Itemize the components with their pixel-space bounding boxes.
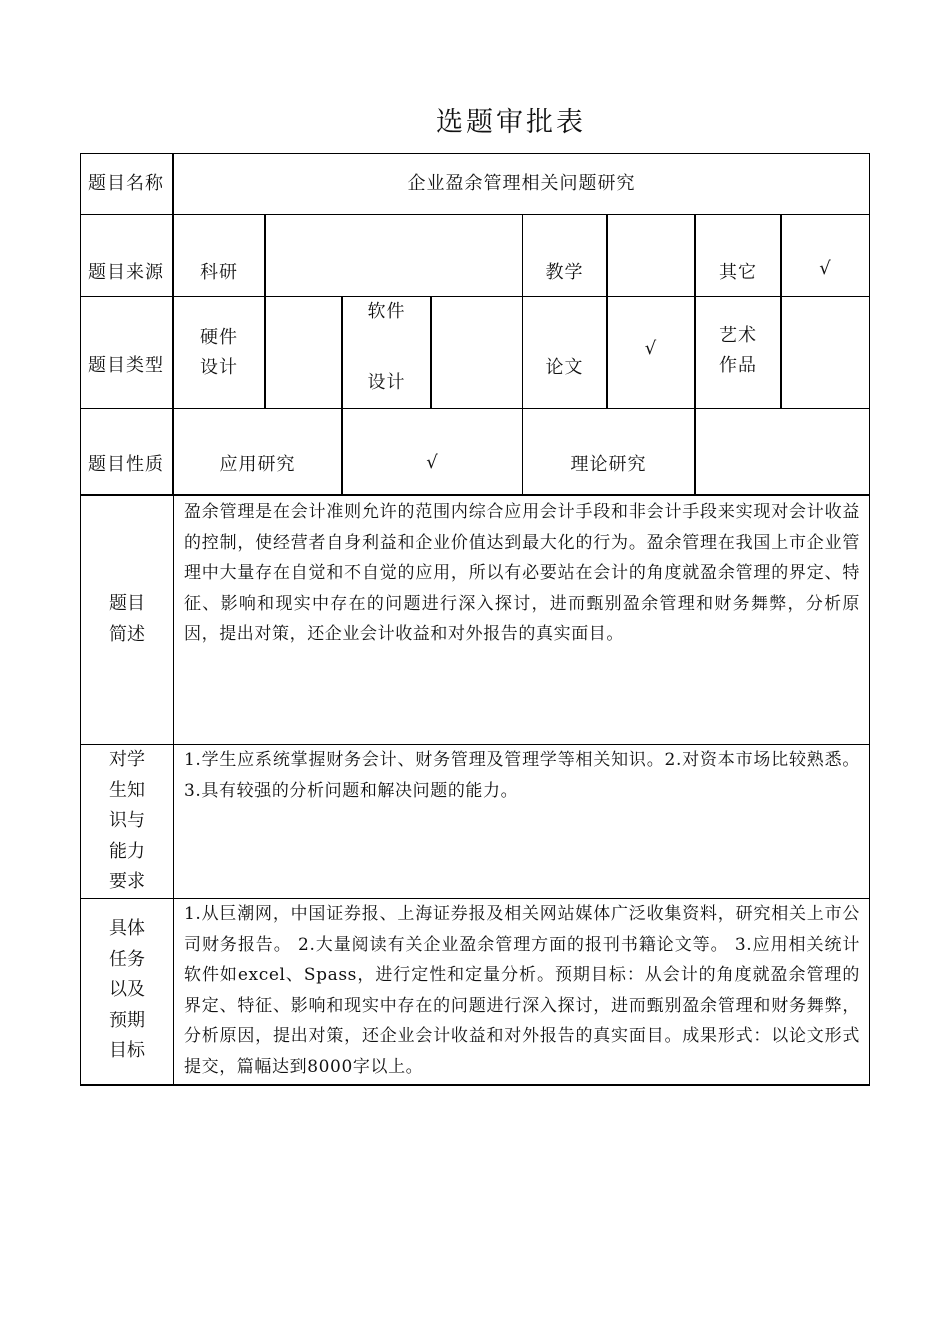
requirements-text: 1.学生应系统掌握财务会计、财务管理及管理学等相关知识。2.对资本市场比较熟悉。3.具有较强的分析问题和解决问题的能力。 [184,750,860,801]
source-teaching: 教学 [545,262,584,283]
requirements-label-line: 对学 [109,749,145,770]
type-art [696,301,780,401]
tasks-label-line: 预期 [109,1009,145,1031]
nature-theory: 理论研究 [570,454,647,475]
column-divider [264,214,266,408]
requirements-label [80,745,174,898]
type-thesis: 论文 [545,357,584,378]
type-software-line2: 设计 [367,372,406,393]
table-border-right [869,153,870,1086]
type-software-line1: 软件 [367,301,406,322]
topic-name-label: 题目名称 [88,172,164,194]
source-other-checkmark: √ [819,258,832,279]
topic-name-value: 企业盈余管理相关问题研究 [407,172,636,194]
type-art-line1: 艺术 [719,325,757,346]
nature-applied-checkmark: √ [426,452,439,473]
tasks-text: 1.从巨潮网，中国证券报、上海证券报及相关网站媒体广泛收集资料，研究相关上市公司财务报告。 2.大量阅读有关企业盈余管理方面的报刊书籍论文等。 3.应用相关统计软件如excel、Spass，进行定性和定量分析。预期目标：从会计的角度就盈余管理的界定、特征、影响和现实中存在的问题进行深入探讨，进而甄别盈余管理和财务舞弊，分析原因，提出对策，还企业会计收益和对外报告的真实面目。成果形式：以论文形式提交，篇幅达到8000字以上。 [184,904,860,1077]
approval-table [80,153,870,1086]
tasks-label-line: 任务 [109,948,145,970]
summary-label [80,589,174,650]
requirements-label-line: 识与 [109,810,145,831]
type-thesis-checkmark: √ [644,338,658,359]
requirements-label-line: 要求 [109,871,145,892]
nature-label: 题目性质 [88,454,164,475]
form-title: 选题审批表 [436,107,586,138]
nature-applied: 应用研究 [219,454,296,475]
source-label: 题目来源 [88,262,164,283]
requirements-label-line: 能力 [109,840,145,862]
tasks-label-line: 目标 [109,1040,145,1061]
type-art-line2: 作品 [719,355,757,376]
summary-text: 盈余管理是在会计准则允许的范围内综合应用会计手段和非会计手段来实现对会计收益的控制，使经营者自身利益和企业价值达到最大化的行为。盈余管理在我国上市企业管理中大量存在自觉和不自觉的应用，所以有必要站在会计的角度就盈余管理的界定、特征、影响和现实中存在的问题进行深入探讨，进而甄别盈余管理和财务舞弊，分析原因，提出对策，还企业会计收益和对外报告的真实面目。 [184,502,860,644]
type-hardware-line2: 设计 [200,357,238,378]
tasks-label [80,914,174,1067]
type-label: 题目类型 [88,355,164,376]
table-border-bottom [80,1084,870,1086]
summary-label-line1: 题目 [109,593,145,614]
summary-label-line2: 简述 [109,623,145,645]
source-research: 科研 [200,262,238,283]
type-hardware-line1: 硬件 [200,327,238,348]
type-hardware [174,303,264,403]
tasks-label-line: 具体 [109,918,145,939]
requirements-label-line: 生知 [109,779,145,801]
source-other: 其它 [719,262,757,283]
row-divider [80,408,870,409]
column-divider [430,296,432,408]
row-divider [80,214,870,215]
tasks-label-line: 以及 [109,979,145,1000]
